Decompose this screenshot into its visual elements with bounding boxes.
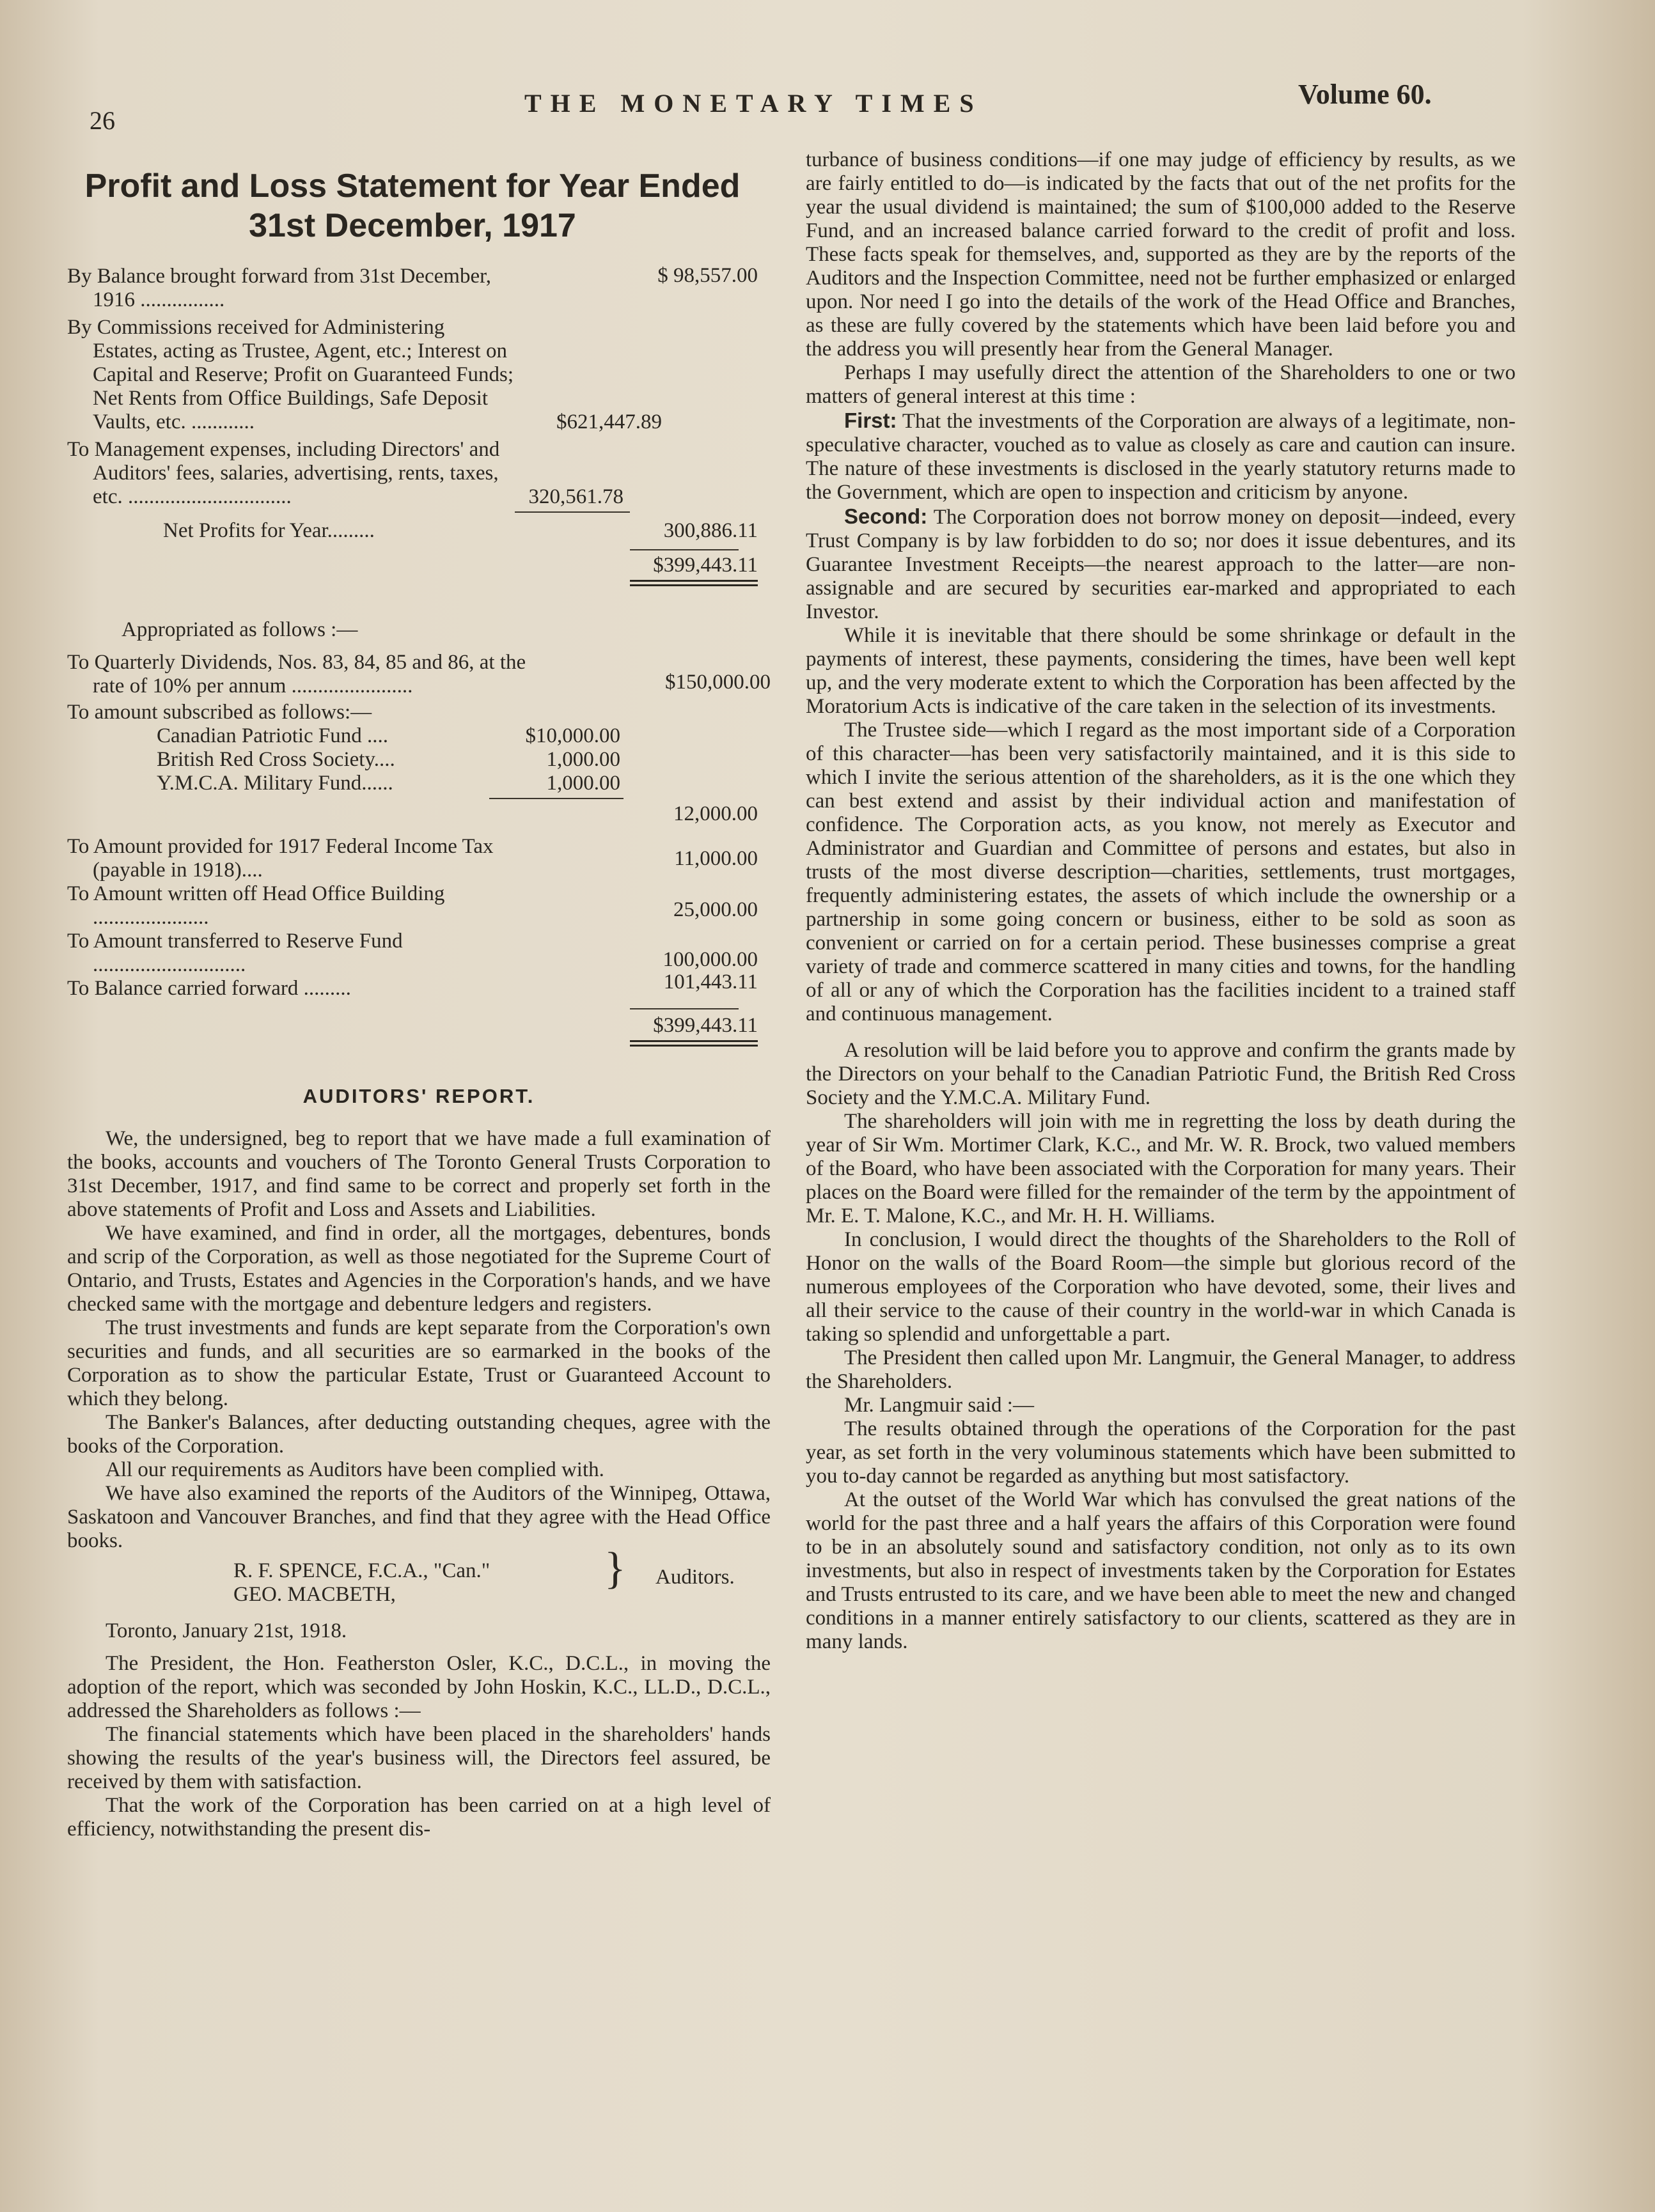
- subscription-amount: $10,000.00: [525, 724, 620, 747]
- ledger-amount: 11,000.00: [674, 847, 758, 870]
- paragraph: The financial statements which have been placed in the shareholders' hands showing the results of the year's business will, the Directors feel assured, be received by them with satisfaction.: [67, 1723, 771, 1793]
- volume-label: Volume 60.: [1298, 79, 1432, 110]
- subscription-desc: British Red Cross Society....: [157, 748, 395, 771]
- ledger-amount: 300,886.11: [663, 519, 758, 542]
- ledger-desc: To amount subscribed as follows:—: [67, 701, 372, 724]
- ledger-row: [67, 835, 771, 882]
- signer: R. F. SPENCE, F.C.A., "Can.": [233, 1559, 490, 1582]
- subscription-amount: 1,000.00: [546, 772, 620, 795]
- paragraph: Mr. Langmuir said :—: [844, 1394, 1034, 1417]
- auditors-report: [67, 1127, 771, 1841]
- ledger-row: [67, 930, 771, 977]
- statement-title: Profit and Loss Statement for Year Ended 31st December, 1917: [84, 167, 741, 244]
- paragraph: The President then called upon Mr. Langmuir, the General Manager, to address the Shareholders.: [806, 1346, 1516, 1393]
- ledger-desc: By Commissions received for Administering Estates, acting as Trustee, Agent, etc.; Interest on Capital and Reserve; Profit on Guaranteed Funds; Net Rents from Office Buildings, Safe Deposit Vaults, etc. ............: [67, 316, 514, 433]
- ledger-total: $399,443.11: [653, 554, 758, 577]
- subscription-desc: Y.M.C.A. Military Fund......: [157, 772, 393, 795]
- ledger-row: [67, 316, 771, 434]
- paragraph-text: The Corporation does not borrow money on deposit—indeed, every Trust Company is by law forbidden to do so; nor does it issue debentures, and its Guarantee Investment Receipts—the nearest approach to the latter—are non-assignable and are secured by securities ear-marked and appropriated to each Investor.: [806, 506, 1516, 623]
- paragraph: turbance of business conditions—if one may judge of efficiency by results, as we are fairly entitled to do—is indicated by the facts that out of the net profits for the year the usual dividend is maintained; the sum of $100,000 added to the Reserve Fund, and an increased balance carried forward to the credit of profit and loss. These facts speak for themselves, and, supported as they are by the reports of the Auditors and the Inspection Committee, need not be further emphasized or enlarged upon. Nor need I go into the details of the work of the Head Office and Branches, as these are fully covered by the statements which have been laid before you and the address you will presently hear from the General Manager.: [806, 148, 1516, 361]
- paragraph: In conclusion, I would direct the thoughts of the Shareholders to the Roll of Honor on the walls of the Board Room—the simple but glorious record of the numerous employees of the Corporation who have devoted, some, their lives and all their service to the cause of their country in the world-war in which Canada is taking so splendid and unforgettable a part.: [806, 1228, 1516, 1346]
- ledger-amount: 25,000.00: [673, 898, 758, 921]
- paragraph: The trust investments and funds are kept separate from the Corporation's own securities and funds, and all securities are so earmarked in the books of the Corporation as to show the particular Estate, Trust or Guaranteed Account to which they belong.: [67, 1316, 771, 1410]
- subscription-amount: 1,000.00: [546, 748, 620, 771]
- ledger-desc: To Amount written off Head Office Building ......................: [67, 882, 445, 929]
- lead-in: First:: [844, 409, 897, 432]
- subscription-row: [67, 748, 771, 772]
- paragraph: That the work of the Corporation has been carried on at a high level of efficiency, notwithstanding the present dis-: [67, 1794, 771, 1841]
- ledger-row: [67, 519, 771, 543]
- ledger-amount: 100,000.00: [663, 948, 758, 971]
- ledger-desc: To Management expenses, including Directors' and Auditors' fees, salaries, advertising, rents, taxes, etc. ...............................: [67, 438, 500, 508]
- ledger-row: [67, 265, 771, 312]
- dateline: Toronto, January 21st, 1918.: [106, 1619, 347, 1642]
- double-rule: [630, 580, 758, 586]
- paragraph: [806, 409, 1516, 504]
- paragraph: While it is inevitable that there should be some shrinkage or default in the payments of interest, these payments, considering the times, have been well kept up, and the very moderate extent to which the Corporation has been affected by the Moratorium Acts is indicative of the care taken in the selection of its investments.: [806, 624, 1516, 718]
- ledger-row: [67, 799, 771, 826]
- ledger-amount: 320,561.78: [528, 485, 624, 508]
- left-column: [67, 153, 771, 1841]
- paragraph: We have examined, and find in order, all the mortgages, debentures, bonds and scrip of the Corporation, as well as those negotiated for the Supreme Court of Ontario, and Trusts, Estates and Agencies in the Corporation's hands, and we have checked same with the mortgage and debenture ledgers and registers.: [67, 1222, 771, 1316]
- paragraph: Perhaps I may usefully direct the attention of the Shareholders to one or two matters of general interest at this time :: [806, 361, 1516, 408]
- auditor-signatures: [233, 1544, 771, 1607]
- lead-in: Second:: [844, 504, 928, 528]
- ledger-desc: To Amount provided for 1917 Federal Income Tax (payable in 1918)....: [67, 835, 494, 882]
- ledger-row: [67, 651, 771, 698]
- paragraph: A resolution will be laid before you to approve and confirm the grants made by the Directors on your behalf to the Canadian Patriotic Fund, the British Red Cross Society and the Y.M.C.A. Military Fund.: [806, 1039, 1516, 1109]
- subscription-row: [67, 724, 771, 748]
- ledger-amount: $150,000.00: [665, 671, 771, 694]
- paragraph: We, the undersigned, beg to report that we have made a full examination of the books, accounts and vouchers of The Toronto General Trusts Corporation to 31st December, 1917, and find same to be correct and properly set forth in the above statements of Profit and Loss and Assets and Liabilities.: [67, 1127, 771, 1221]
- signer-role: Auditors.: [655, 1566, 735, 1589]
- ledger-row: [67, 1009, 771, 1040]
- ledger-desc: To Quarterly Dividends, Nos. 83, 84, 85 and 86, at the rate of 10% per annum .......................: [67, 651, 526, 697]
- publication-title: THE MONETARY TIMES: [524, 89, 983, 118]
- ledger-desc: By Balance brought forward from 31st December, 1916 ................: [67, 265, 492, 311]
- double-rule: [630, 1040, 758, 1047]
- paragraph: All our requirements as Auditors have been complied with.: [106, 1458, 604, 1481]
- ledger-desc: To Balance carried forward .........: [67, 977, 351, 1000]
- subscription-desc: Canadian Patriotic Fund ....: [157, 724, 389, 747]
- paragraph: [806, 504, 1516, 624]
- ledger-desc: To Amount transferred to Reserve Fund .............................: [67, 930, 403, 976]
- brace-glyph: }: [604, 1544, 626, 1593]
- ledger-row: [67, 701, 771, 724]
- ledger-desc: Net Profits for Year.........: [163, 519, 375, 542]
- ledger-amount: $621,447.89: [556, 410, 662, 433]
- appropriated-heading: Appropriated as follows :—: [122, 618, 358, 641]
- rule: [515, 511, 630, 513]
- profit-loss-ledger: [67, 265, 771, 1047]
- ledger-total: $399,443.11: [653, 1014, 758, 1037]
- paragraph: The Banker's Balances, after deducting outstanding cheques, agree with the books of the Corporation.: [67, 1411, 771, 1458]
- paragraph: We have also examined the reports of the Auditors of the Winnipeg, Ottawa, Saskatoon and Vancouver Branches, and find that they agree with the Head Office books.: [67, 1482, 771, 1552]
- paragraph: The shareholders will join with me in regretting the loss by death during the year of Sir Wm. Mortimer Clark, K.C., and Mr. W. R. Brock, two valued members of the Board, who have been associated with the Corporation for many years. Their places on the Board were filled for the remainder of the term by the appointment of Mr. E. T. Malone, K.C., and Mr. H. H. Williams.: [806, 1110, 1516, 1227]
- paragraph-text: That the investments of the Corporation are always of a legitimate, non-speculative character, vouched as to value as closely as care and caution can insure. The nature of these investments is disclosed in the yearly statutory returns made to the Government, which are open to inspection and criticism by anyone.: [806, 410, 1516, 504]
- ledger-amount: 101,443.11: [663, 970, 758, 993]
- paragraph: The Trustee side—which I regard as the most important side of a Corporation of this character—has been very satisfactorily maintained, and it is this side to which I invite the serious attention of the shareholders, as it is the one which they can best extend and assist by their individual action and manifestation of confidence. The Corporation acts, as you know, not merely as Executor and Administrator and Guardian and Committee of persons and estates, but also in trusts of the most diverse description—charities, settlements, trust mortgages, frequently administering estates, the assets of which include the ownership or a partnership in some going concern or business, either to be sold as soon as convenient or carried on for a certain period. These businesses comprise a great variety of trade and commerce scattered in many cities and towns, for the handling of all or any of which the Corporation has the facilities incident to a trained staff and continuous management.: [806, 719, 1516, 1025]
- paragraph: The President, the Hon. Featherston Osler, K.C., D.C.L., in moving the adoption of the report, which was seconded by John Hoskin, K.C., LL.D., D.C.L., addressed the Shareholders as follows :—: [67, 1652, 771, 1722]
- ledger-row: [67, 438, 771, 509]
- signer: GEO. MACBETH,: [233, 1583, 396, 1606]
- page-number: 26: [90, 106, 115, 135]
- auditors-heading: AUDITORS' REPORT.: [302, 1085, 535, 1107]
- ledger-row: [67, 550, 771, 580]
- paragraph: The results obtained through the operations of the Corporation for the past year, as set forth in the very voluminous statements which have been submitted to you to-day cannot be regarded as anything but most satisfactory.: [806, 1417, 1516, 1488]
- ledger-amount: 12,000.00: [673, 802, 758, 825]
- ledger-amount: $ 98,557.00: [657, 264, 758, 287]
- paragraph: At the outset of the World War which has convulsed the great nations of the world for the past three and a half years the affairs of this Corporation were found to be in an absolutely sound and satisfactory condition, not only as to its own investments, but also in respect of investments taken by the Corporation for Estates and Trusts entrusted to its care, and we have been able to meet the new and changed conditions in a manner entirely satisfactory to our clients, scattered as they are in many lands.: [806, 1488, 1516, 1653]
- ledger-row: [67, 882, 771, 930]
- ledger-row: [67, 970, 771, 1001]
- right-column: [806, 148, 1516, 1654]
- subscription-row: [67, 772, 771, 795]
